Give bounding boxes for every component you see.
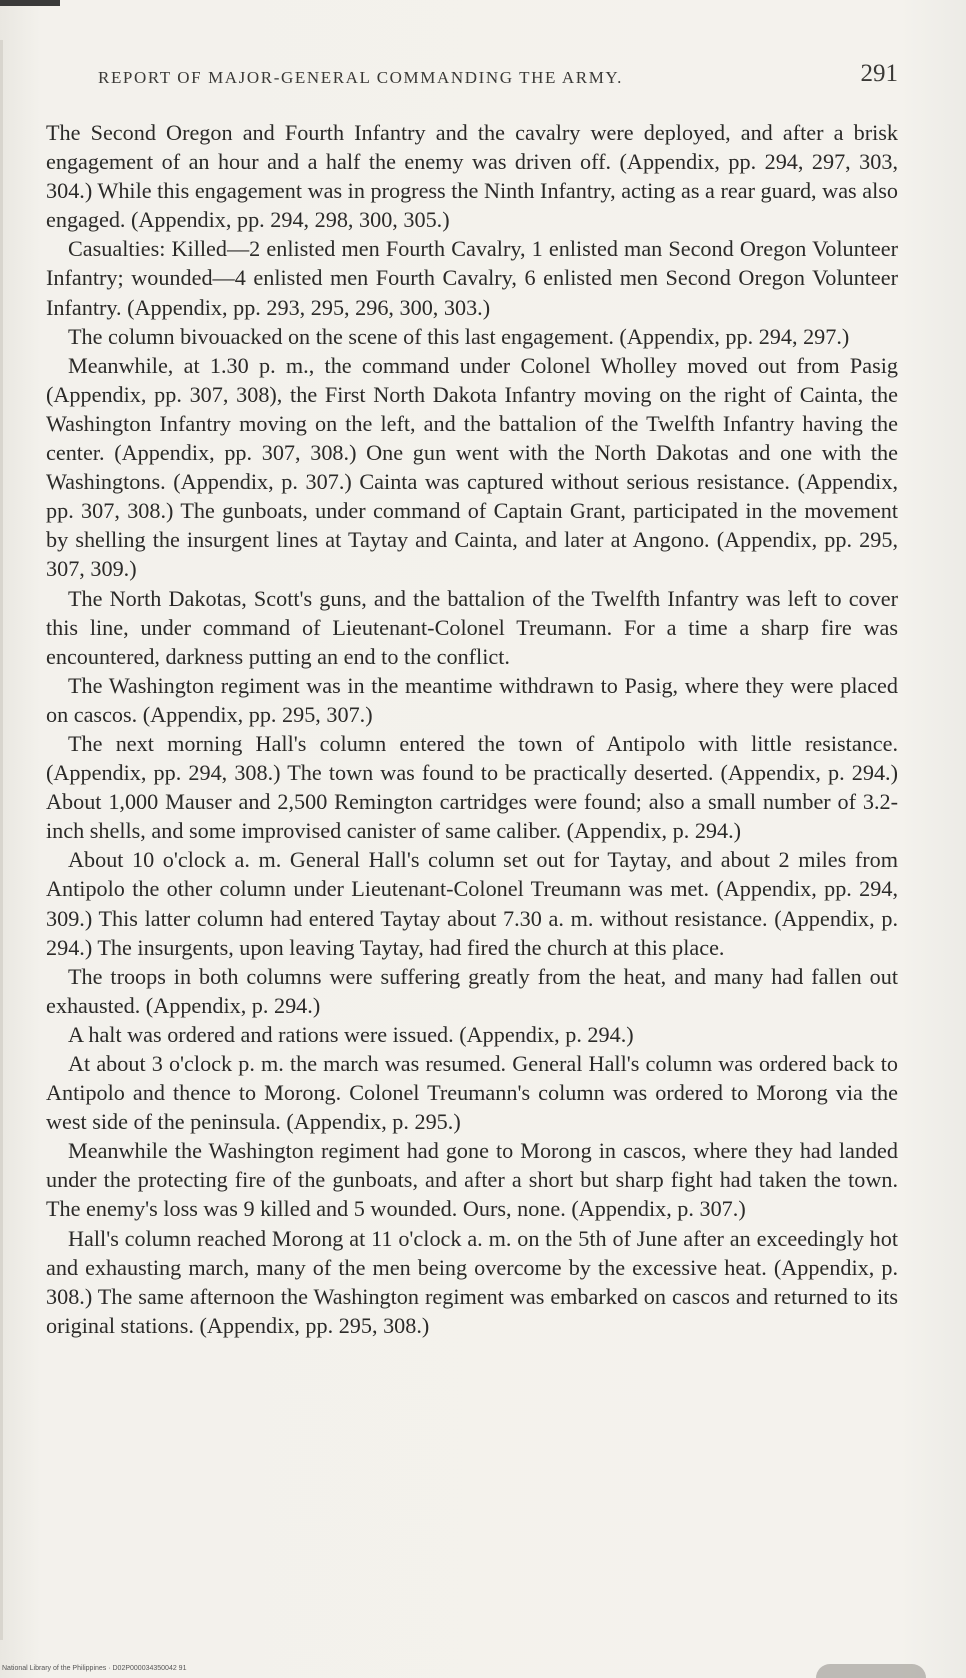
paragraph-5: The North Dakotas, Scott's guns, and the battalion of the Twelfth Infantry was left to cover this line, under command of Lieutenant-Colonel Treumann. For a time a sharp fire was encountered, darkness putting an end to the conflict. xyxy=(46,585,898,669)
paragraph-8: About 10 o'clock a. m. General Hall's column set out for Taytay, and about 2 miles from Antipolo the other column under Lieutenant-Colonel Treumann was met. (Appendix, pp. 294, 309.) This latter column had entered Taytay about 7.30 a. m. without resistance. (Appendix, p. 294.) The insurgents, upon leaving Taytay, had fired the church at this place. xyxy=(46,847,898,960)
paragraph-4: Meanwhile, at 1.30 p. m., the command under Colonel Wholley moved out from Pasig (Appendix, pp. 307, 308), the First North Dakota Infantry moving on the right of Cainta, the Washington Infantry moving on the left, and the battalion of the Twelfth Infantry having the center. (Appendix, pp. 307, 308.) One gun went with the North Dakotas and one with the Washingtons. (Appendix, p. 307.) Cainta was captured without serious resistance. (Appendix, pp. 307, 308.) The gunboats, under command of Captain Grant, participated in the movement by shelling the insurgent lines at Taytay and Cainta, and later at Angono. (Appendix, pp. 295, 307, 309.) xyxy=(46,352,898,582)
paragraph-3: The column bivouacked on the scene of this last engagement. (Appendix, pp. 294, 297.) xyxy=(68,323,850,349)
body-text xyxy=(46,118,898,1340)
running-head: REPORT OF MAJOR-GENERAL COMMANDING THE ARMY. xyxy=(98,68,623,87)
paragraph-7: The next morning Hall's column entered the town of Antipolo with little resistance. (Appendix, pp. 294, 308.) The town was found to be practically deserted. (Appendix, p. 294.) About 1,000 Mauser and 2,500 Remington cartridges were found; also a small number of 3.2-inch shells, and some improvised canister of same caliber. (Appendix, p. 294.) xyxy=(46,730,898,844)
paragraph-1: The Second Oregon and Fourth Infantry and the cavalry were deployed, and after a brisk engagement of an hour and a half the enemy was driven off. (Appendix, pp. 294, 297, 303, 304.) While this engagement was in progress the Ninth Infantry, acting as a rear guard, was also engaged. (Appendix, pp. 294, 298, 300, 305.) xyxy=(46,120,898,233)
paragraph-9: The troops in both columns were suffering greatly from the heat, and many had fallen out exhausted. (Appendix, p. 294.) xyxy=(46,963,898,1018)
page-number: 291 xyxy=(860,60,898,87)
paragraph-12: Meanwhile the Washington regiment had gone to Morong in cascos, where they had landed under the protecting fire of the gunboats, and after a short but sharp fight had taken the town. The enemy's loss was 9 killed and 5 wounded. Ours, none. (Appendix, p. 307.) xyxy=(46,1138,898,1222)
paragraph-2: Casualties: Killed—2 enlisted men Fourth Cavalry, 1 enlisted man Second Oregon Volunteer Infantry; wounded—4 enlisted men Fourth Cavalry, 6 enlisted men Second Oregon Volunteer Infantry. (Appendix, pp. 293, 295, 296, 300, 303.) xyxy=(46,236,898,320)
scan-footer-note: National Library of the Philippines · D02P000034350042 91 xyxy=(2,1665,187,1672)
scan-corner-mark xyxy=(0,0,60,6)
page-header xyxy=(98,60,898,96)
paragraph-6: The Washington regiment was in the meantime withdrawn to Pasig, where they were placed on cascos. (Appendix, pp. 295, 307.) xyxy=(46,672,898,727)
paragraph-13: Hall's column reached Morong at 11 o'clock a. m. on the 5th of June after an exceedingly hot and exhausting march, many of the men being overcome by the excessive heat. (Appendix, p. 308.) The same afternoon the Washington regiment was embarked on cascos and returned to its original stations. (Appendix, pp. 295, 308.) xyxy=(46,1225,898,1338)
paragraph-11: At about 3 o'clock p. m. the march was resumed. General Hall's column was ordered back to Antipolo and thence to Morong. Colonel Treumann's column was ordered to Morong via the west side of the peninsula. (Appendix, p. 295.) xyxy=(46,1051,898,1135)
page-left-edge xyxy=(0,40,3,1640)
scan-thumb-smudge xyxy=(816,1664,926,1678)
paragraph-10: A halt was ordered and rations were issued. (Appendix, p. 294.) xyxy=(68,1021,634,1047)
